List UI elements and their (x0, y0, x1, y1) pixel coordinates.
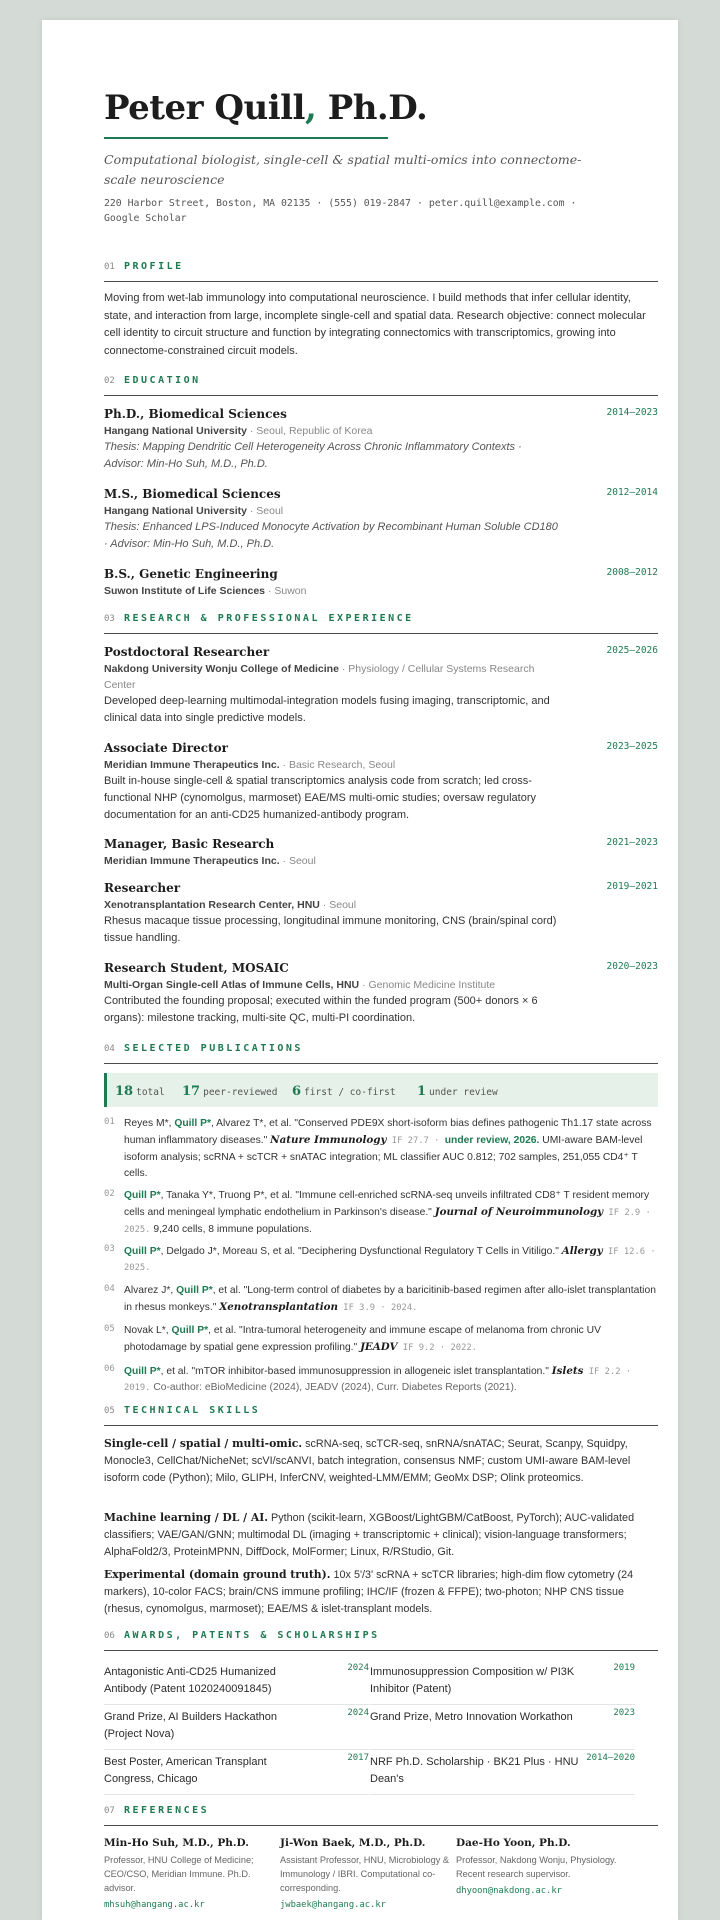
section-number: 06 (104, 1631, 115, 1641)
stat-label: peer-reviewed (203, 1087, 278, 1098)
reference-email-link[interactable]: dhyoon@nakdong.ac.kr (456, 1886, 562, 1896)
citation-body: , Delgado J*, Moreau S, et al. "Deciphering Dysfunctional Regulatory T Cells in Vitiligo." (160, 1246, 562, 1257)
employer-name: Multi-Organ Single-cell Atlas of Immune Cells, HNU (104, 979, 360, 991)
job-title: Researcher (104, 881, 181, 895)
skill-group (104, 1435, 658, 1487)
authors-before: Novak L*, (124, 1325, 172, 1336)
journal-name: Islets (551, 1365, 584, 1377)
publication-citation (124, 1323, 658, 1357)
journal-name: Allergy (561, 1245, 603, 1257)
separator: · (416, 198, 423, 209)
award-item (370, 1661, 635, 1705)
publication-item (104, 1323, 658, 1357)
job-description: Rhesus macaque tissue processing, longitudinal immune monitoring, CNS (brain/spinal cord) tissue handling. (104, 915, 557, 944)
skill-list: scRNA-seq, scTCR-seq, snRNA/snATAC; Seurat, Scanpy, Squidpy, Monocle3, CellChat/NicheNet; scVI/scANVI, batch integration, consensus NMF; custom UMI-aware BAM-level isoform code (Python); Milo, GLIPH, InferCNV, weighted-LMM/EMM; GeoMx DSP; Olink proteomics. (104, 1438, 631, 1484)
award-item (104, 1751, 369, 1795)
thesis: Thesis: Mapping Dendritic Cell Heterogeneity Across Chronic Inflammatory Contexts · Advisor: Min-Ho Suh, M.D., Ph.D. (104, 441, 522, 470)
section-title: AWARDS, PATENTS & SCHOLARSHIPS (124, 1630, 380, 1641)
date-range: 2014–2023 (606, 407, 658, 418)
section-header-profile (104, 262, 658, 282)
journal-name: JEADV (360, 1341, 398, 1354)
reference-description: Professor, HNU College of Medicine; CEO/CSO, Meridian Immune. Ph.D. advisor. (104, 1855, 254, 1893)
publication-citation (124, 1283, 658, 1317)
job-description: Built in-house single-cell & spatial transcriptomics analysis code from scratch; led cross-functional NHP (cynomolgus, marmoset) EAE/MS multi-omic studies; oversaw regulatory documentation for an anti-CD25 humanized-antibody program. (104, 775, 537, 821)
institution-location: · Suwon (265, 585, 307, 597)
employer (104, 757, 544, 773)
reference-description: Professor, Nakdong Wonju, Physiology. Recent research supervisor. (456, 1855, 617, 1879)
date-range: 2019–2021 (606, 881, 658, 892)
date-range: 2020–2023 (606, 961, 658, 972)
award-year: 2024 (347, 1708, 369, 1718)
authors-before: Reyes M*, (124, 1118, 175, 1129)
section-header-references (104, 1806, 658, 1826)
experience-entry (104, 959, 658, 1027)
reference-item (456, 1835, 626, 1896)
employer-name: Nakdong University Wonju College of Medicine (104, 663, 339, 675)
name-underline (104, 137, 388, 139)
section-title: PROFILE (124, 261, 184, 272)
review-status: under review, 2026. (444, 1135, 540, 1147)
award-year: 2014–2020 (586, 1753, 635, 1763)
impact-factor: IF 27.7 · (386, 1136, 445, 1147)
impact-factor: IF 3.9 · 2024. (338, 1303, 418, 1314)
award-title: NRF Ph.D. Scholarship · BK21 Plus · HNU Dean's (370, 1756, 579, 1785)
publication-number: 05 (104, 1324, 115, 1334)
award-title: Grand Prize, AI Builders Hackathon (Project Nova) (104, 1711, 278, 1740)
reference-name: Min-Ho Suh, M.D., Ph.D. (104, 1837, 249, 1849)
skill-list: Python (scikit-learn, XGBoost/LightGBM/CatBoost, PyTorch); AUC-validated classifiers; VAE/GAN/GNN; multimodal DL (imaging + transcriptomic + clinical); vision-language transformers; AlphaFold2/3, ProteinMPNN, DiffDock, MolFormer; Linux, R/RStudio, Git. (104, 1512, 635, 1558)
section-title: EDUCATION (124, 375, 201, 386)
highlighted-author: Quill P* (124, 1366, 161, 1377)
highlighted-author: Quill P* (124, 1246, 161, 1257)
section-number: 04 (104, 1044, 115, 1054)
publication-item (104, 1188, 658, 1238)
name-comma: , (304, 88, 317, 128)
citation-body: , Tanaka Y*, Truong P*, et al. "Immune cell-enriched scRNA-seq unveils infiltrated CD8⁺ T resident memory cells and meningeal lymphatic endothelium in Parkinson's disease." (124, 1190, 650, 1219)
google-scholar-link[interactable]: Google Scholar (104, 213, 187, 224)
award-item (370, 1751, 635, 1795)
institution-name: Hangang National University (104, 425, 247, 437)
citation-body: , et al. "Long-term control of diabetes by a baricitinib-based regimen after allo-islet transplantation in rhesus monkeys." (124, 1285, 656, 1314)
publication-number: 02 (104, 1189, 115, 1199)
highlighted-author: Quill P* (124, 1190, 161, 1201)
reference-description: Assistant Professor, HNU, Microbiology & Immunology / IBRI. Computational co-corresponding. (280, 1855, 450, 1893)
stat-under-review (417, 1082, 498, 1100)
section-title: SELECTED PUBLICATIONS (124, 1043, 303, 1054)
degree-title: Ph.D., Biomedical Sciences (104, 407, 287, 421)
employer-location: · Basic Research, Seoul (279, 759, 396, 771)
citation-body: , et al. "mTOR inhibitor-based immunosuppression in allogeneic islet transplantation." (160, 1366, 552, 1377)
award-item (104, 1661, 369, 1705)
job-description: Developed deep-learning multimodal-integration models fusing imaging, transcriptomic, and clinical data into single predictive models. (104, 695, 550, 724)
skill-list: 10x 5'/3' scRNA + scTCR libraries; high-dim flow cytometry (24 markers), 10-color FACS; brain/CNS immune profiling; IHC/IF (frozen & FFPE); two-photon; NHP CNS tissue (rhesus, cynomolgus, marmoset); EAE/MS & islet-transplant models. (104, 1569, 634, 1615)
skill-group (104, 1566, 658, 1618)
stat-first-author (292, 1082, 396, 1100)
education-entry (104, 405, 658, 473)
job-title: Postdoctoral Researcher (104, 645, 270, 659)
job-title: Manager, Basic Research (104, 837, 275, 851)
publication-item (104, 1283, 658, 1317)
citation-note: 9,240 cells, 8 immune populations. (150, 1223, 312, 1235)
section-header-skills (104, 1406, 658, 1426)
experience-entry (104, 835, 658, 869)
employer-location: · Seoul (319, 899, 357, 911)
skill-category: Machine learning / DL / AI. (104, 1511, 269, 1524)
publication-stats-bar (104, 1073, 658, 1107)
contact-address: 220 Harbor Street, Boston, MA 02135 (104, 198, 311, 209)
thesis: Thesis: Enhanced LPS-Induced Monocyte Activation by Recombinant Human Soluble CD180 · Advisor: Min-Ho Suh, M.D., Ph.D. (104, 521, 558, 550)
institution (104, 583, 544, 599)
education-entry (104, 485, 658, 553)
degree-title: M.S., Biomedical Sciences (104, 487, 281, 501)
skill-group (104, 1509, 658, 1561)
stat-label: total (136, 1087, 165, 1098)
highlighted-author: Quill P* (176, 1285, 213, 1296)
award-title: Best Poster, American Transplant Congress, Chicago (104, 1756, 267, 1785)
award-title: Antagonistic Anti-CD25 Humanized Antibody (Patent 1020240091845) (104, 1666, 276, 1695)
employer (104, 661, 544, 693)
experience-entry (104, 739, 658, 824)
employer-name: Meridian Immune Therapeutics Inc. (104, 759, 280, 771)
impact-factor: IF 2.9 · 2025. (124, 1208, 651, 1235)
stat-value: 1 (417, 1084, 427, 1099)
reference-item (104, 1835, 274, 1910)
experience-entry (104, 643, 658, 727)
publication-item (104, 1243, 658, 1277)
section-number: 02 (104, 376, 115, 386)
journal-name: Nature Immunology (270, 1134, 387, 1147)
award-item (104, 1706, 369, 1750)
section-header-experience (104, 614, 658, 634)
employer-location: · Seoul (279, 855, 316, 867)
publication-number: 04 (104, 1284, 115, 1294)
employer (104, 853, 544, 869)
resume-page (42, 20, 678, 1920)
contact-line (104, 196, 624, 226)
stat-peer-reviewed (182, 1082, 277, 1100)
publication-item (104, 1116, 658, 1183)
award-title: Grand Prize, Metro Innovation Workathon (370, 1711, 573, 1723)
citation-body: , et al. "Intra-tumoral heterogeneity and immune escape of melanoma from chronic UV photodamage by spatial gene expression profiling." (124, 1325, 601, 1354)
stat-label: under review (429, 1087, 498, 1098)
publication-number: 06 (104, 1364, 115, 1374)
award-year: 2024 (347, 1663, 369, 1673)
contact-phone: (555) 019-2847 (328, 198, 411, 209)
institution-name: Suwon Institute of Life Sciences (104, 585, 266, 597)
stat-value: 18 (115, 1084, 134, 1099)
employer-name: Xenotransplantation Research Center, HNU (104, 899, 320, 911)
date-range: 2012–2014 (606, 487, 658, 498)
profile-summary: Moving from wet-lab immunology into computational neuroscience. I build methods that infer cellular identity, state, and interaction from large, incomplete single-cell and spatial data. Research objective: connect molecular cell identity to circuit structure and function by integrating connectomics with transcriptomics, growing into connectome-constrained circuit models. (104, 292, 646, 357)
section-header-publications (104, 1044, 658, 1064)
citation-note: UMI-aware BAM-level isoform analysis; scRNA + scTCR + snATAC integration; ML classifier AUC 0.812; 702 samples, 251,055 CD4⁺ T cells. (124, 1135, 643, 1180)
publication-number: 01 (104, 1117, 115, 1127)
institution-location: · Seoul, Republic of Korea (246, 425, 373, 437)
reference-item (280, 1835, 450, 1910)
experience-entry (104, 879, 658, 947)
date-range: 2021–2023 (606, 837, 658, 848)
reference-email-link[interactable]: mhsuh@hangang.ac.kr (104, 1900, 205, 1910)
authors-before: Alvarez J*, (124, 1285, 177, 1296)
candidate-name (104, 88, 427, 128)
citation-note: Co-author: eBioMedicine (2024), JEADV (2024), Curr. Diabetes Reports (2021). (150, 1382, 517, 1394)
impact-factor: IF 9.2 · 2022. (397, 1343, 477, 1354)
employer (104, 977, 544, 993)
impact-factor: IF 12.6 · 2025. (124, 1247, 656, 1274)
impact-factor: IF 2.2 · 2019. (124, 1367, 632, 1394)
name-text: Peter Quill (104, 88, 305, 128)
award-item (370, 1706, 635, 1750)
stat-value: 17 (182, 1084, 201, 1099)
date-range: 2023–2025 (606, 741, 658, 752)
institution (104, 503, 544, 519)
publication-number: 03 (104, 1244, 115, 1254)
job-title: Associate Director (104, 741, 228, 755)
separator: · (570, 198, 577, 209)
citation-body: , Alvarez T*, et al. "Conserved PDE9X short-isoform bias defines pathogenic Th1.17 state across human inflammatory diseases." (124, 1118, 652, 1147)
reference-name: Ji-Won Baek, M.D., Ph.D. (280, 1837, 426, 1849)
job-title: Research Student, MOSAIC (104, 961, 289, 975)
award-year: 2019 (613, 1663, 635, 1673)
section-number: 07 (104, 1806, 115, 1816)
reference-name: Dae-Ho Yoon, Ph.D. (456, 1837, 571, 1849)
publication-citation (124, 1243, 658, 1277)
employer-location: · Genomic Medicine Institute (359, 979, 496, 991)
section-title: RESEARCH & PROFESSIONAL EXPERIENCE (124, 613, 414, 624)
institution-location: · Seoul (246, 505, 284, 517)
award-year: 2017 (347, 1753, 369, 1763)
degree-title: B.S., Genetic Engineering (104, 567, 278, 581)
section-header-education (104, 376, 658, 396)
separator: · (316, 198, 323, 209)
stat-value: 6 (292, 1084, 302, 1099)
award-title: Immunosuppression Composition w/ PI3K Inhibitor (Patent) (370, 1666, 575, 1695)
employer-name: Meridian Immune Therapeutics Inc. (104, 855, 280, 867)
date-range: 2008–2012 (606, 567, 658, 578)
name-degree: Ph.D. (316, 88, 428, 128)
contact-email-link[interactable]: peter.quill@example.com (428, 198, 565, 209)
stat-total (115, 1082, 165, 1100)
section-header-awards (104, 1631, 658, 1651)
section-number: 03 (104, 614, 115, 624)
stat-label: first / co-first (304, 1087, 396, 1098)
publication-citation (124, 1116, 658, 1183)
publication-citation (124, 1188, 658, 1238)
tagline: Computational biologist, single-cell & spatial multi-omics into connectome-scale neuroscience (104, 152, 582, 187)
skill-category: Experimental (domain ground truth). (104, 1568, 331, 1581)
highlighted-author: Quill P* (171, 1325, 209, 1336)
section-number: 01 (104, 262, 115, 272)
section-title: TECHNICAL SKILLS (124, 1405, 261, 1416)
section-title: REFERENCES (124, 1805, 210, 1816)
education-entry (104, 565, 658, 599)
employer-location: · Physiology / Cellular Systems Research Center (104, 663, 535, 691)
job-description: Contributed the founding proposal; executed within the funded program (500+ donors × 6 organs): milestone tracking, multi-site QC, multi-PI coordination. (104, 995, 538, 1024)
section-number: 05 (104, 1406, 115, 1416)
date-range: 2025–2026 (606, 645, 658, 656)
publication-citation (124, 1363, 658, 1397)
journal-name: Xenotransplantation (219, 1301, 338, 1314)
reference-email-link[interactable]: jwbaek@hangang.ac.kr (280, 1900, 386, 1910)
highlighted-author: Quill P* (174, 1118, 211, 1129)
employer (104, 897, 544, 913)
award-year: 2023 (613, 1708, 635, 1718)
institution (104, 423, 544, 439)
journal-name: Journal of Neuroimmunology (434, 1206, 604, 1219)
skill-category: Single-cell / spatial / multi-omic. (104, 1437, 303, 1450)
publication-item (104, 1363, 658, 1397)
institution-name: Hangang National University (104, 505, 247, 517)
